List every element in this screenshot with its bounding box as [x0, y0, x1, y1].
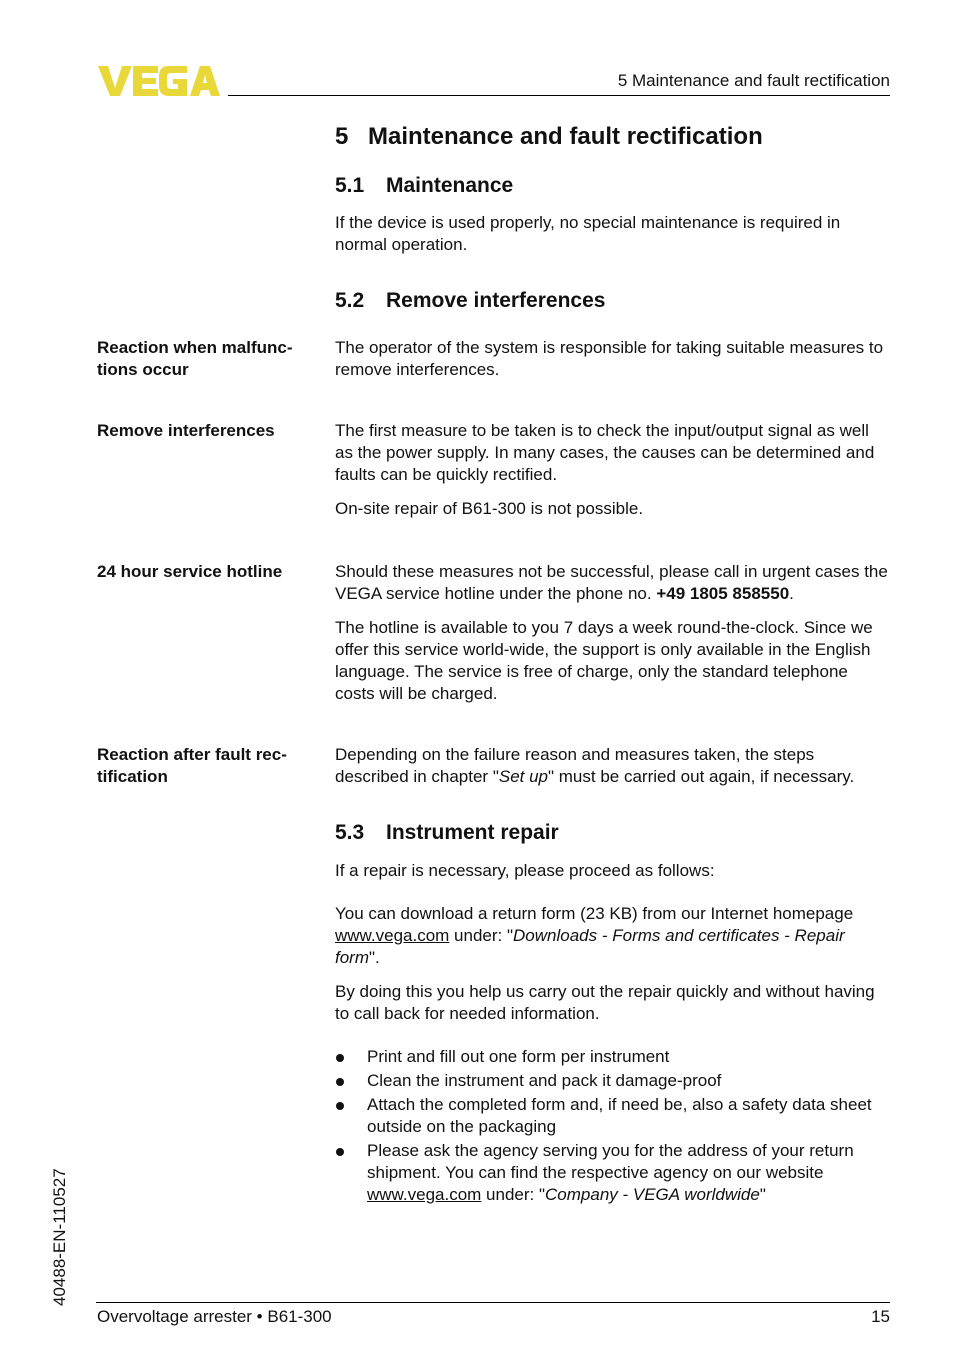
- agency-path: Company - VEGA worldwide: [545, 1185, 760, 1204]
- section-heading-5-2: [335, 289, 605, 313]
- hotline-phone-number: +49 1805 858550: [656, 584, 790, 603]
- list-item-text: under: ": [481, 1185, 546, 1204]
- section-title: Remove interferences: [386, 289, 606, 312]
- hotline-paragraph: [335, 561, 891, 605]
- download-paragraph: [335, 903, 891, 969]
- margin-label-hotline: 24 hour service hotline: [97, 562, 283, 581]
- section-title: Instrument repair: [386, 821, 559, 844]
- repair-steps-list: [335, 1046, 891, 1208]
- reaction-after-text: Depending on the failure reason and measures taken, the steps described in chapter ": [335, 745, 815, 786]
- margin-label-reaction-after-fault: Reaction after fault rec-tification: [97, 745, 287, 786]
- list-item-text: Please ask the agency serving you for the address of your return shipment. You can find the respective agency on our website: [367, 1141, 854, 1182]
- section-number: 5.2: [335, 289, 365, 312]
- remove-interferences-paragraph: The first measure to be taken is to check the input/output signal as well as the power supply. In many cases, the causes can be determined and faults can be quickly rectified.: [335, 421, 875, 484]
- section-number: 5.1: [335, 174, 365, 197]
- list-item: [335, 1094, 891, 1138]
- section-heading-5-1: [335, 174, 513, 198]
- chapter-number: 5: [335, 123, 349, 150]
- footer-product: Overvoltage arrester • B61-300: [97, 1307, 332, 1326]
- download-text-end: ".: [369, 948, 380, 967]
- download-text-2: under: ": [449, 926, 514, 945]
- download-path: Downloads - Forms and certificates - Repair form: [335, 926, 845, 967]
- list-item-text: Print and fill out one form per instrument: [367, 1047, 670, 1066]
- list-item-text: ": [759, 1185, 766, 1204]
- maintenance-paragraph: If the device is used properly, no special maintenance is required in normal operation.: [335, 213, 841, 254]
- vega-website-link[interactable]: www.vega.com: [335, 926, 450, 945]
- list-item-text: Clean the instrument and pack it damage-proof: [367, 1071, 722, 1090]
- vega-website-link[interactable]: www.vega.com: [367, 1185, 482, 1204]
- margin-label-remove-interferences: Remove interferences: [97, 421, 275, 440]
- bullet-icon: [336, 1054, 344, 1062]
- footer-rule: [96, 1302, 890, 1303]
- hotline-text-end: .: [789, 584, 794, 603]
- hotline-availability-paragraph: The hotline is available to you 7 days a week round-the-clock. Since we offer this service world-wide, the support is only available in the English language. The service is free of charge, only the standard telephone costs will be charged.: [335, 618, 873, 703]
- header-rule: [228, 95, 890, 96]
- hotline-text: Should these measures not be successful, please call in urgent cases the VEGA service hotline under the phone no.: [335, 562, 888, 603]
- section-title: Maintenance: [386, 174, 514, 197]
- list-item: [335, 1140, 891, 1206]
- bullet-icon: [336, 1148, 344, 1156]
- chapter-title: Maintenance and fault rectification: [368, 123, 763, 150]
- margin-label-reaction-malfunction: Reaction when malfunc-tions occur: [97, 338, 293, 379]
- chapter-reference: Set up: [498, 767, 549, 786]
- chapter-heading: [335, 123, 763, 151]
- list-item-text: Attach the completed form and, if need be, also a safety data sheet outside on the packaging: [367, 1095, 872, 1136]
- list-item: [335, 1070, 891, 1092]
- reaction-paragraph: The operator of the system is responsible for taking suitable measures to remove interferences.: [335, 338, 884, 379]
- section-heading-5-3: [335, 821, 559, 845]
- list-item: [335, 1046, 891, 1068]
- running-header: 5 Maintenance and fault rectification: [617, 71, 890, 90]
- reaction-after-paragraph: [335, 744, 891, 788]
- bullet-icon: [336, 1102, 344, 1110]
- section-number: 5.3: [335, 821, 365, 844]
- document-number: 40488-EN-110527: [50, 1168, 69, 1306]
- help-paragraph: By doing this you help us carry out the repair quickly and without having to call back for needed information.: [335, 982, 875, 1023]
- page-number: 15: [871, 1307, 890, 1326]
- vega-logo: [96, 64, 220, 98]
- repair-intro-paragraph: If a repair is necessary, please proceed as follows:: [335, 861, 715, 880]
- download-text: You can download a return form (23 KB) from our Internet homepage: [335, 904, 854, 923]
- reaction-after-text-end: " must be carried out again, if necessary.: [548, 767, 855, 786]
- onsite-repair-paragraph: On-site repair of B61-300 is not possible.: [335, 499, 644, 518]
- bullet-icon: [336, 1078, 344, 1086]
